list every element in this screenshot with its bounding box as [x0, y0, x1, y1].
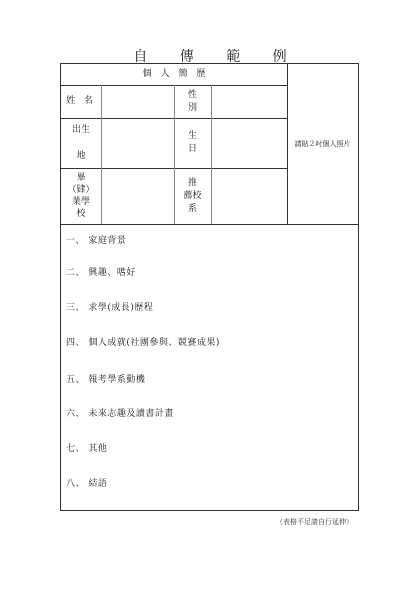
gender-label: 性 別 [187, 89, 197, 113]
section-future-plans: 六、 未來志趣及讀書計畫 [66, 409, 174, 419]
gender-field[interactable] [211, 85, 287, 118]
name-field[interactable] [101, 85, 174, 118]
birthplace-field[interactable] [101, 118, 174, 168]
school-label: 畢 （肄） 業學 校 [67, 173, 95, 219]
profile-header: 個 人 簡 歷 [142, 69, 206, 79]
birthplace-label: 出生 地 [71, 124, 90, 161]
recommended-dept-field[interactable] [211, 168, 287, 224]
section-other: 七、 其他 [66, 444, 108, 454]
section-achievements: 四、 個人成就(社團參與、競賽成果) [66, 338, 220, 348]
birthday-label: 生 日 [187, 131, 197, 154]
birthday-field[interactable] [211, 118, 287, 168]
section-conclusion: 八、 結語 [66, 479, 108, 489]
page-title: 自 傳 範 例 [133, 49, 301, 65]
school-field[interactable] [101, 168, 174, 224]
footnote: （表格不足請自行延伸） [276, 518, 353, 526]
section-motivation: 五、 報考學系動機 [66, 375, 146, 385]
profile-bottom-border [61, 224, 358, 225]
recommended-dept-label: 推 薦校 系 [183, 177, 202, 214]
section-family-background: 一、 家庭背景 [66, 236, 127, 246]
name-label: 姓 名 [66, 96, 96, 106]
photo-placeholder[interactable]: 請貼２吋個人照片 [294, 139, 351, 148]
section-hobbies: 二、 興趣、嗜好 [66, 268, 136, 278]
section-education: 三、 求學(成長)歷程 [66, 303, 154, 313]
